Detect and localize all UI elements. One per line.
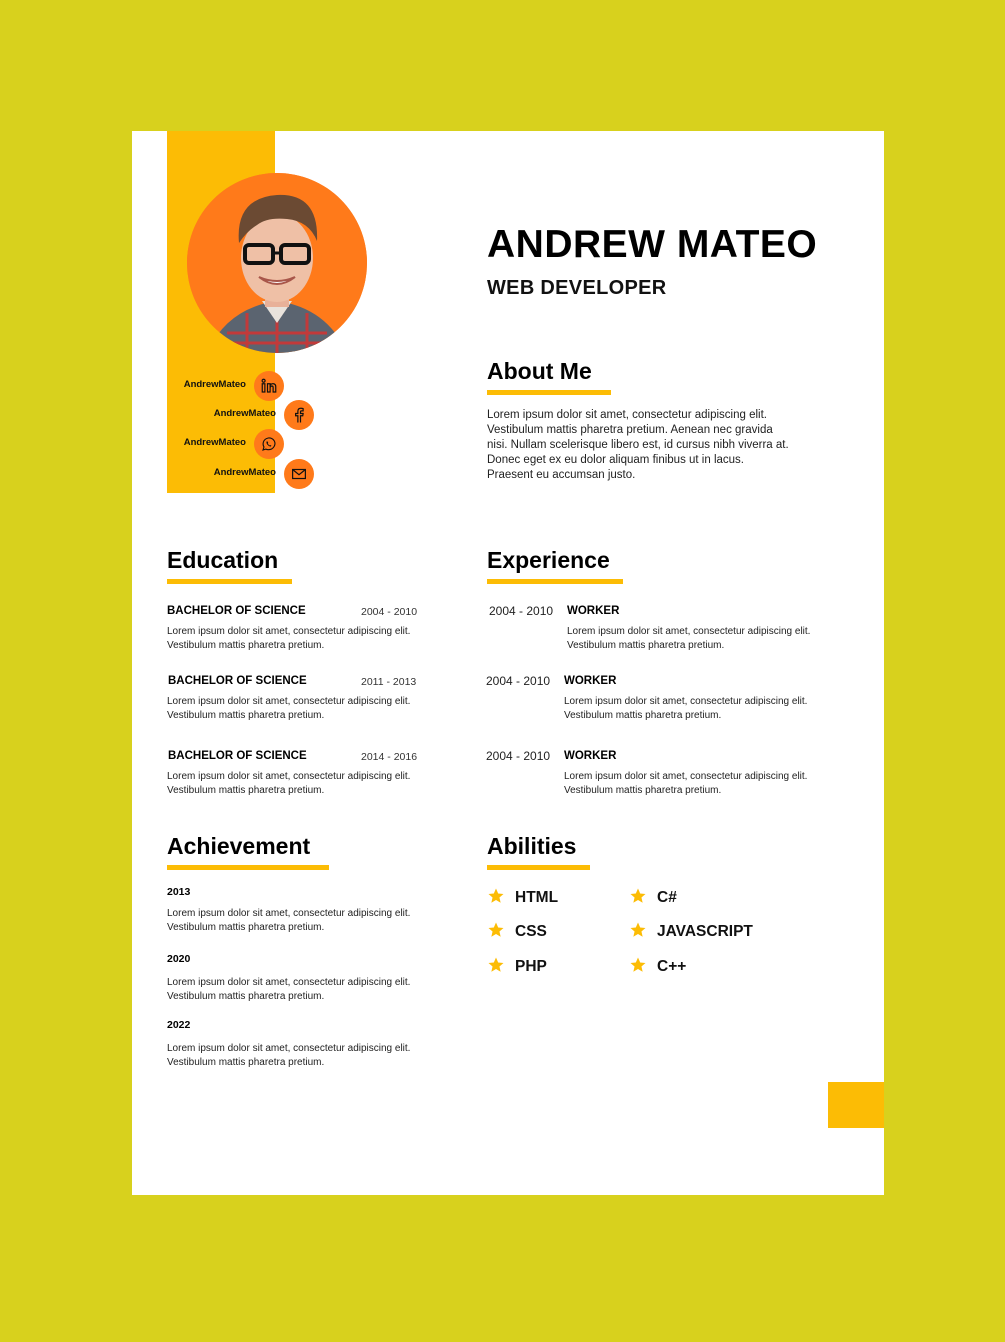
social-whatsapp[interactable] — [172, 429, 284, 459]
degree-description: Lorem ipsum dolor sit amet, consectetur adipiscing elit. Vestibulum mattis pharetra pretium. — [167, 696, 411, 721]
achievement-year: 2013 — [167, 886, 191, 898]
ability-label: C++ — [657, 958, 687, 975]
degree-title: BACHELOR OF SCIENCE — [167, 605, 306, 617]
education-underline — [167, 579, 292, 584]
star-icon — [629, 887, 647, 905]
degree-title: BACHELOR OF SCIENCE — [168, 750, 307, 762]
abilities-underline — [487, 865, 590, 870]
ability-label: JAVASCRIPT — [657, 923, 753, 940]
linkedin-icon[interactable] — [254, 371, 284, 401]
social-handle: AndrewMateo — [213, 408, 276, 419]
experience-underline — [487, 579, 623, 584]
job-years: 2004 - 2010 — [489, 604, 554, 618]
social-linkedin[interactable] — [172, 371, 284, 401]
degree-years: 2004 - 2010 — [361, 606, 418, 618]
star-icon — [629, 956, 647, 974]
profile-photo — [187, 173, 367, 353]
job-description: Lorem ipsum dolor sit amet, consectetur adipiscing elit. Vestibulum mattis pharetra pretium. — [567, 626, 811, 651]
corner-accent-block — [828, 1082, 884, 1128]
achievement-title: Achievement — [167, 833, 311, 859]
facebook-icon[interactable] — [284, 400, 314, 430]
degree-years: 2011 - 2013 — [361, 676, 417, 688]
job-years: 2004 - 2010 — [486, 674, 551, 688]
star-icon — [629, 921, 647, 939]
education-title: Education — [167, 547, 279, 573]
achievement-description: Lorem ipsum dolor sit amet, consectetur adipiscing elit. Vestibulum mattis pharetra pretium. — [167, 908, 411, 933]
about-underline — [487, 390, 611, 395]
social-handle: AndrewMateo — [213, 467, 276, 478]
star-icon — [487, 956, 505, 974]
experience-title: Experience — [487, 547, 610, 573]
degree-description: Lorem ipsum dolor sit amet, consectetur adipiscing elit. Vestibulum mattis pharetra pretium. — [167, 626, 411, 651]
candidate-name: ANDREW MATEO — [487, 223, 818, 266]
about-title: About Me — [487, 358, 592, 384]
degree-years: 2014 - 2016 — [361, 751, 418, 763]
social-handle: AndrewMateo — [183, 379, 246, 390]
achievement-year: 2020 — [167, 953, 191, 965]
job-role: WORKER — [564, 675, 617, 687]
star-icon — [487, 887, 505, 905]
whatsapp-icon[interactable] — [254, 429, 284, 459]
ability-label: HTML — [515, 889, 559, 906]
ability-label: PHP — [515, 958, 547, 975]
job-role: WORKER — [564, 750, 617, 762]
candidate-role: WEB DEVELOPER — [487, 277, 667, 299]
social-facebook[interactable] — [201, 400, 314, 430]
abilities-title: Abilities — [487, 833, 577, 859]
achievement-year: 2022 — [167, 1019, 191, 1031]
resume-page — [132, 131, 884, 1195]
degree-title: BACHELOR OF SCIENCE — [168, 675, 307, 687]
about-text: Lorem ipsum dolor sit amet, consectetur adipiscing elit. Vestibulum mattis pharetra pretium. Aenean nec gravida nisi. Nullam scelerisque libero est, id cursus nibh viverra at. Donec eget ex eu dolor aliquam finibus ut in lacus. Praesent eu accumsan justo. — [487, 409, 789, 481]
job-role: WORKER — [567, 605, 620, 617]
job-description: Lorem ipsum dolor sit amet, consectetur adipiscing elit. Vestibulum mattis pharetra pretium. — [564, 771, 808, 796]
star-icon — [487, 921, 505, 939]
ability-label: CSS — [515, 923, 547, 940]
job-description: Lorem ipsum dolor sit amet, consectetur adipiscing elit. Vestibulum mattis pharetra pretium. — [564, 696, 808, 721]
social-handle: AndrewMateo — [183, 437, 246, 448]
degree-description: Lorem ipsum dolor sit amet, consectetur adipiscing elit. Vestibulum mattis pharetra pretium. — [167, 771, 411, 796]
ability-label: C# — [657, 889, 677, 906]
achievement-description: Lorem ipsum dolor sit amet, consectetur adipiscing elit. Vestibulum mattis pharetra pretium. — [167, 1043, 411, 1068]
mail-icon[interactable] — [284, 459, 314, 489]
achievement-description: Lorem ipsum dolor sit amet, consectetur adipiscing elit. Vestibulum mattis pharetra pretium. — [167, 977, 411, 1002]
social-mail[interactable] — [201, 459, 314, 489]
job-years: 2004 - 2010 — [486, 749, 551, 763]
achievement-underline — [167, 865, 329, 870]
